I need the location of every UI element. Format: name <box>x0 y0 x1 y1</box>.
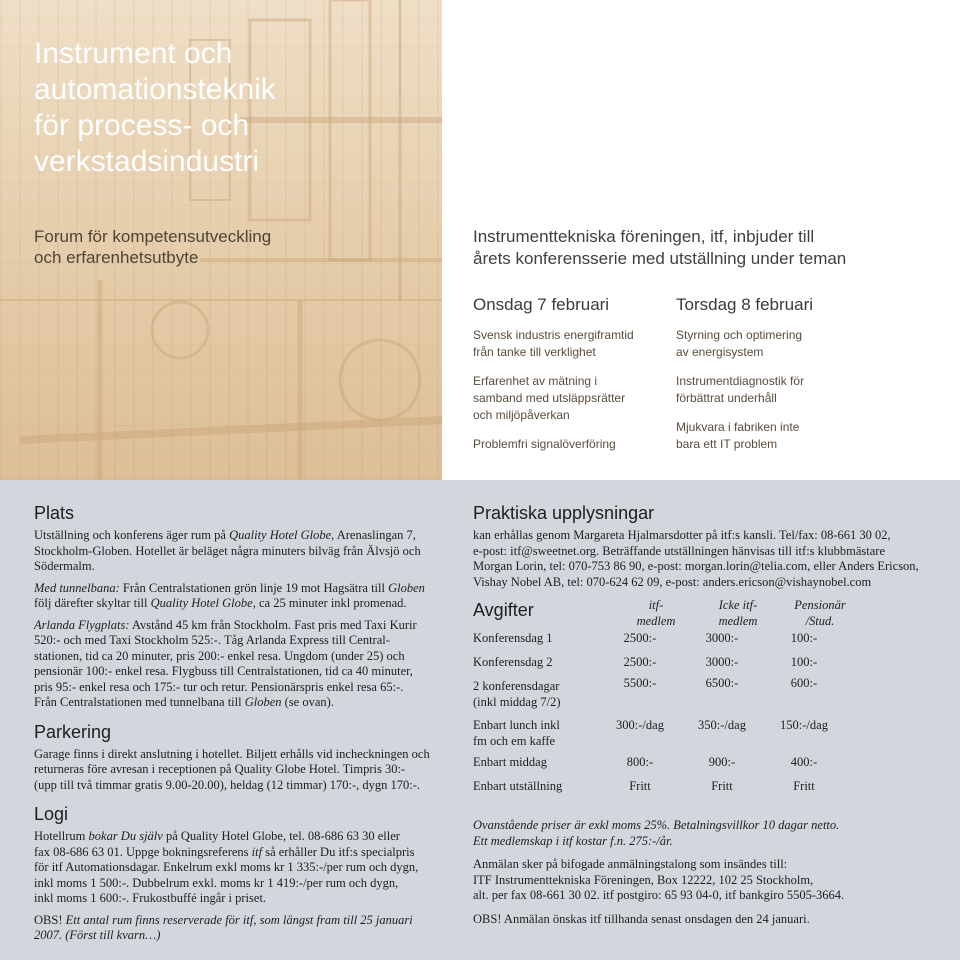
text-line: Stockholm-Globen. Hotellet är beläget några minuters bilväg från Älvsjö och <box>34 543 421 558</box>
topic <box>473 436 693 453</box>
text-line <box>34 528 452 544</box>
fee-row-label <box>473 631 553 647</box>
invitation-line: Instrumenttekniska föreningen, itf, inbjuder till <box>473 227 815 246</box>
fees-table <box>473 598 933 793</box>
topic-line: Instrumentdiagnostik för <box>676 374 805 388</box>
text-line: e-post: itf@sweetnet.org. Beträffande utställningen hänvisas till itf:s klubbmästare <box>473 543 885 558</box>
fee-value: 900:- <box>708 755 736 769</box>
text-run: 2007. (Först till kvarn…) <box>34 928 161 942</box>
fee-row-label <box>473 679 561 710</box>
text-line: Anmälan sker på bifogade anmälningstalong som insändes till: <box>473 857 788 871</box>
invitation-line: årets konferensserie med utställning under teman <box>473 249 847 268</box>
column-header-line: Pensionär <box>794 598 846 612</box>
row-label-line: Konferensdag 2 <box>473 655 553 669</box>
text-line: kan erhållas genom Margareta Hjalmarsdotter på itf:s kansli. Tel/fax: 08-661 30 02, <box>473 528 891 542</box>
row-label-line: fm och em kaffe <box>473 733 556 748</box>
fee-row-label <box>473 755 547 771</box>
day-column-wednesday <box>473 295 693 465</box>
fee-value: 600:- <box>790 676 818 690</box>
text-run: Ett antal rum finns reserverade för itf, som längst fram till 25 januari <box>65 912 413 927</box>
text-run: Avstånd 45 km från Stockholm. Fast pris med Taxi Kurir <box>129 617 417 632</box>
fee-value: 100:- <box>790 655 818 669</box>
fee-value: 2500:- <box>623 631 657 645</box>
column-header-line: Icke itf- <box>718 598 758 612</box>
fee-value: 3000:- <box>705 655 739 669</box>
text-line: Morgan Lorin, tel: 070-753 86 90, e-post: morgan.lorin@telia.com, eller Anders Ericson, <box>473 559 919 573</box>
text-run: Från Centralstationen grön linje 19 mot Hagsätra till <box>119 580 389 595</box>
fee-value: 6500:- <box>705 676 739 690</box>
topic-line: av energisystem <box>676 345 764 359</box>
plats-venue <box>34 528 452 575</box>
topic <box>473 327 693 361</box>
topic <box>676 419 896 453</box>
topic-line: Mjukvara i fabriken inte <box>676 420 800 434</box>
fee-value: 100:- <box>790 631 818 645</box>
section-heading-praktiska: Praktiska upplysningar <box>473 503 655 523</box>
day-title: Torsdag 8 februari <box>676 295 814 314</box>
page-title <box>34 36 434 180</box>
text-line: inkl moms 1 600:-. Frukostbuffé ingår i priset. <box>34 891 267 905</box>
topic-line: Svensk industris energiframtid <box>473 328 634 342</box>
day-title: Onsdag 7 februari <box>473 295 610 314</box>
invitation-text <box>473 226 846 270</box>
plats-tunnelbana <box>34 581 452 612</box>
text-run: Med tunnelbana: <box>34 580 120 595</box>
text-run: (se ovan). <box>281 695 334 709</box>
title-line: verkstadsindustri <box>34 145 260 178</box>
text-run: bokar Du själv <box>88 829 163 843</box>
day-column-thursday <box>676 295 896 465</box>
plats-arlanda <box>34 618 452 711</box>
text-run: Quality Hotel Globe <box>229 528 332 542</box>
praktiska-text <box>473 528 933 590</box>
column-header-line: medlem <box>718 613 758 628</box>
text-run: Hotellrum <box>34 829 89 843</box>
text-run: itf <box>251 844 263 859</box>
text-run: följ därefter skyltar till <box>34 596 151 610</box>
text-line: ITF Instrumenttekniska Föreningen, Box 12222, 102 25 Stockholm, <box>473 872 814 887</box>
fee-value: 2500:- <box>623 655 657 669</box>
section-heading-avgifter: Avgifter <box>473 600 534 620</box>
column-header-line: /Stud. <box>805 613 835 628</box>
topic-line: och miljöpåverkan <box>473 408 570 422</box>
logi-text <box>34 829 452 907</box>
fee-value: Fritt <box>711 779 733 793</box>
text-run: , Arenaslingan 7, <box>331 528 416 542</box>
text-line: OBS! Anmälan önskas itf tillhanda senast onsdagen den 24 januari. <box>473 911 810 926</box>
row-label-line: 2 konferensdagar <box>473 679 560 693</box>
price-notes <box>473 818 933 849</box>
column-header-line: itf- <box>648 598 664 612</box>
text-line <box>34 845 452 861</box>
column-header-itf-medlem <box>611 598 701 629</box>
text-run: OBS! <box>34 912 66 927</box>
subtitle-line: Forum för kompetensutveckling <box>34 227 272 246</box>
column-header-pensionar <box>775 598 865 629</box>
text-line: 520:- och med Taxi Stockholm 525:-. Tåg Arlanda Express till Central- <box>34 633 390 647</box>
text-line: för itf Automationsdagar. Enkelrum exkl moms kr 1 335:-/per rum och dygn, <box>34 860 419 874</box>
topic <box>676 373 896 407</box>
row-label-line: Enbart lunch inkl <box>473 718 560 732</box>
topic-line: förbättrat underhåll <box>676 391 777 405</box>
topic-line: samband med utsläppsrätter <box>473 391 626 405</box>
text-run: Ett medlemskap i itf kostar f.n. 275:-/år. <box>473 833 673 848</box>
section-heading-plats: Plats <box>34 503 75 523</box>
text-run: fax 08-686 63 01. Uppge bokningsreferens <box>34 844 252 859</box>
row-label-line: (inkl middag 7/2) <box>473 694 561 709</box>
fee-value: Fritt <box>629 779 651 793</box>
column-header-line: medlem <box>636 613 676 628</box>
registration-text <box>473 857 933 904</box>
text-line <box>34 913 452 929</box>
text-line <box>473 834 933 850</box>
topic <box>473 373 693 424</box>
text-line: inkl moms 1 500:-. Dubbelrum exkl. moms kr 1 419:-/per rum och dygn, <box>34 875 399 890</box>
parkering-text <box>34 747 452 794</box>
text-run: Utställning och konferens äger rum på <box>34 528 230 542</box>
text-line: stationen, tid ca 20 minuter, pris 200:- enkel resa. Ungdom (under 25) och <box>34 648 405 663</box>
text-run: Globen <box>388 580 425 595</box>
text-line <box>34 928 452 944</box>
column-header-icke-medlem <box>693 598 783 629</box>
title-line: för process- och <box>34 109 250 142</box>
hero-photo-panel <box>0 0 442 480</box>
fee-value: 5500:- <box>623 676 657 690</box>
text-run: på Quality Hotel Globe, tel. 08-686 63 30 eller <box>162 829 400 843</box>
text-line <box>473 818 933 834</box>
subtitle-line: och erfarenhetsutbyte <box>34 248 199 267</box>
text-line: (upp till två timmar gratis 9.00-20.00), heldag (12 timmar) 170:-, dygn 170:-. <box>34 777 421 792</box>
fee-value: 400:- <box>790 755 818 769</box>
row-label-line: Enbart middag <box>473 755 547 769</box>
text-run: Quality Hotel Globe <box>150 596 253 610</box>
section-heading-parkering: Parkering <box>34 721 112 742</box>
text-line: returneras före avresan i receptionen på Quality Globe Hotel. Timpris 30:- <box>34 762 406 776</box>
fee-value: 800:- <box>626 755 654 769</box>
title-line: automationsteknik <box>34 73 276 106</box>
text-run: , ca 25 minuter inkl promenad. <box>252 596 407 610</box>
fee-row-label <box>473 718 560 749</box>
text-line <box>34 581 452 597</box>
topic <box>676 327 896 361</box>
title-line: Instrument och <box>34 37 233 70</box>
left-info-column <box>34 502 452 950</box>
text-line: alt. per fax 08-661 30 02. itf postgiro: 65 93 04-0, itf bankgiro 5505-3664. <box>473 888 845 902</box>
text-line: Vishay Nobel AB, tel: 070-624 62 09, e-post: anders.ericson@vishaynobel.com <box>473 574 872 589</box>
row-label-line: Enbart utställning <box>473 779 563 793</box>
text-run: Globen <box>244 695 282 709</box>
row-label-line: Konferensdag 1 <box>473 631 553 645</box>
fee-value: 150:-/dag <box>780 718 828 732</box>
text-line <box>34 829 452 845</box>
text-line: pris 95:- enkel resa och 175:- tur och retur. Pensionärspris enkel resa 65:-. <box>34 679 404 694</box>
topic-line: Styrning och optimering <box>676 328 803 342</box>
text-run: så erhåller Du itf:s specialpris <box>262 844 415 859</box>
right-info-column <box>473 502 933 933</box>
text-run: Ovanstående priser är exkl moms 25%. Betalningsvillkor 10 dagar netto. <box>473 818 840 832</box>
text-line: Södermalm. <box>34 559 95 573</box>
text-line: Garage finns i direkt anslutning i hotellet. Biljett erhålls vid incheckningen och <box>34 746 430 761</box>
text-run: Från Centralstationen med tunnelbana till <box>34 695 245 709</box>
page-subtitle <box>34 226 271 268</box>
text-run: Arlanda Flygplats: <box>34 617 130 632</box>
fee-value: 350:-/dag <box>698 718 746 732</box>
fee-row-label <box>473 779 562 795</box>
fee-value: Fritt <box>793 779 815 793</box>
topic-line: från tanke till verklighet <box>473 345 596 359</box>
fee-value: 3000:- <box>705 631 739 645</box>
topic-line: Problemfri signalöverföring <box>473 437 616 451</box>
topic-line: bara ett IT problem <box>676 437 778 451</box>
text-line <box>34 596 452 612</box>
logi-obs <box>34 913 452 944</box>
registration-obs <box>473 912 933 928</box>
info-panel <box>0 480 960 960</box>
fee-row-label <box>473 655 553 671</box>
text-line: pensionär 100:- enkel resa. Flygbuss till Centralstationen, tid ca 40 minuter, <box>34 664 413 678</box>
text-line <box>34 695 452 711</box>
fee-value: 300:-/dag <box>616 718 664 732</box>
topic-line: Erfarenhet av mätning i <box>473 374 598 388</box>
section-heading-logi: Logi <box>34 804 69 824</box>
text-line <box>34 618 452 634</box>
